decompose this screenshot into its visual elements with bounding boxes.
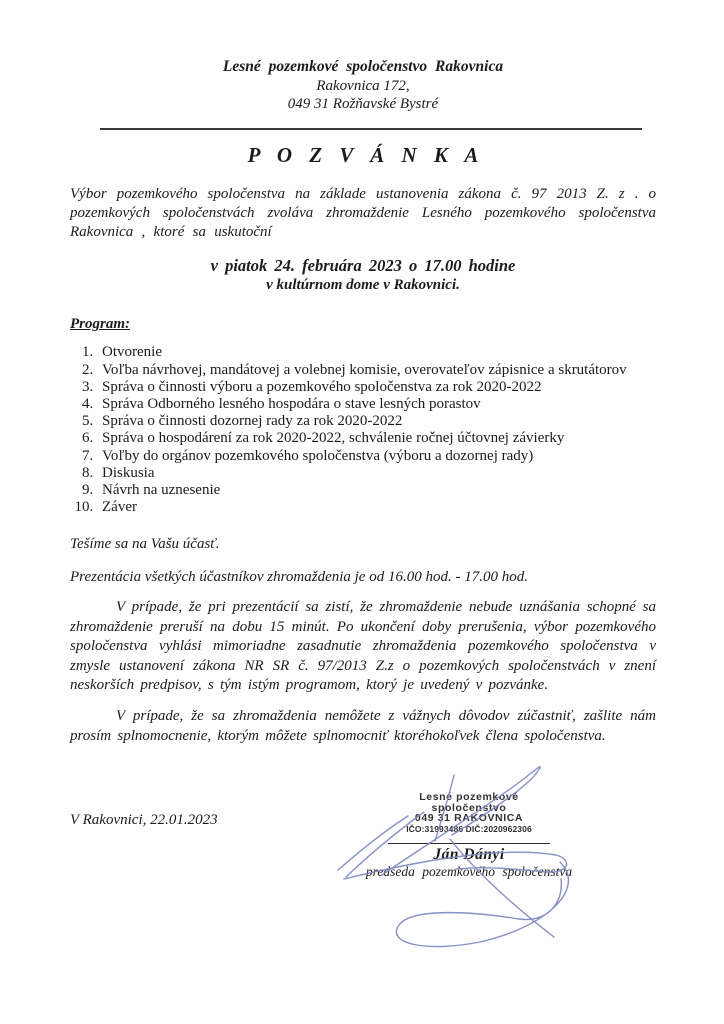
signatory-role: predseda pozemkového spoločenstva — [365, 863, 573, 879]
program-item: 1. Otvorenie — [97, 344, 656, 361]
program-item: 7. Voľby do orgánov pozemkového spoločenstva (výboru a dozornej rady) — [97, 448, 656, 465]
program-item: 5. Správa o činnosti dozornej rady za rok 2020-2022 — [97, 413, 656, 430]
program-item: 10. Záver — [97, 499, 656, 516]
signature-block — [350, 792, 588, 880]
program-list — [70, 344, 656, 516]
program-item: 8. Diskusia — [97, 465, 656, 482]
stamp-line-2: spoločenstvo — [431, 801, 507, 814]
place-date: V Rakovnici, 22.01.2023 — [70, 812, 218, 828]
thanks-line: Tešíme sa na Vašu účasť. — [70, 536, 220, 553]
program-item: 9. Návrh na uznesenie — [97, 482, 656, 499]
page-title: P O Z V Á N K A — [247, 142, 485, 167]
meeting-venue: v kultúrnom dome v Rakovnici. — [266, 277, 460, 294]
letterhead-org: Lesné pozemkové spoločenstvo Rakovnica — [222, 58, 504, 75]
registration-line: Prezentácia všetkých účastníkov zhromaždenia je od 16.00 hod. - 17.00 hod. — [70, 569, 528, 586]
quorum-paragraph: V prípade, že pri prezentácií sa zistí, že zhromaždenie nebude uznášania schopné sa zhromaždenie preruší na dobu 15 minút. Po ukončení doby prerušenia, výbor pozemkového spoločenstva vyhlási mimoriadne zasadnutie zhromaždenia pozemkového spoločenstva v zmysle ustanovení zákona NR SR č. 97/2013 Z.z o pozemkových spoločenstvách v znení neskorších predpisov, s tým istým programom, ktorý je uvedený v pozvánke. — [70, 599, 656, 694]
program-item: 2. Voľba návrhovej, mandátovej a volebnej komisie, overovateľov zápisnice a skrutátorov — [97, 362, 656, 379]
signature-rule — [388, 843, 550, 844]
letterhead-address-line-1: Rakovnica 172, — [316, 77, 410, 94]
divider-rule — [100, 128, 642, 130]
program-item: 4. Správa Odborného lesného hospodára o stave lesných porastov — [97, 396, 656, 413]
proxy-paragraph: V prípade, že sa zhromaždenia nemôžete z vážnych dôvodov zúčastniť, zašlite nám prosím splnomocnenie, ktorým môžete splnomocniť ktoréhokoľvek člena spoločenstva. — [70, 708, 656, 744]
program-item: 6. Správa o hospodárení za rok 2020-2022, schválenie ročnej účtovnej závierky — [97, 430, 656, 447]
intro-paragraph: Výbor pozemkového spoločenstva na základe ustanovenia zákona č. 97 2013 Z. z . o pozemkových spoločenstvách zvoláva zhromaždenie Lesného pozemkového spoločenstva Rakovnica , ktoré sa uskutoční — [70, 185, 656, 241]
program-item: 3. Správa o činnosti výboru a pozemkového spoločenstva za rok 2020-2022 — [97, 379, 656, 396]
stamp-line-1: Lesné pozemkové — [419, 791, 519, 803]
program-heading: Program: — [70, 316, 130, 333]
signatory-name: Ján Dányi — [433, 845, 505, 863]
letterhead — [70, 58, 656, 114]
letterhead-address-line-2: 049 31 Rožňavské Bystré — [287, 96, 439, 112]
organization-stamp — [350, 792, 588, 834]
stamp-line-3: 049 31 RAKOVNICA — [414, 812, 524, 824]
stamp-line-4: IČO:31993486 DIČ:2020962306 — [406, 823, 532, 834]
meeting-datetime: v piatok 24. februára 2023 o 17.00 hodine — [210, 256, 516, 276]
